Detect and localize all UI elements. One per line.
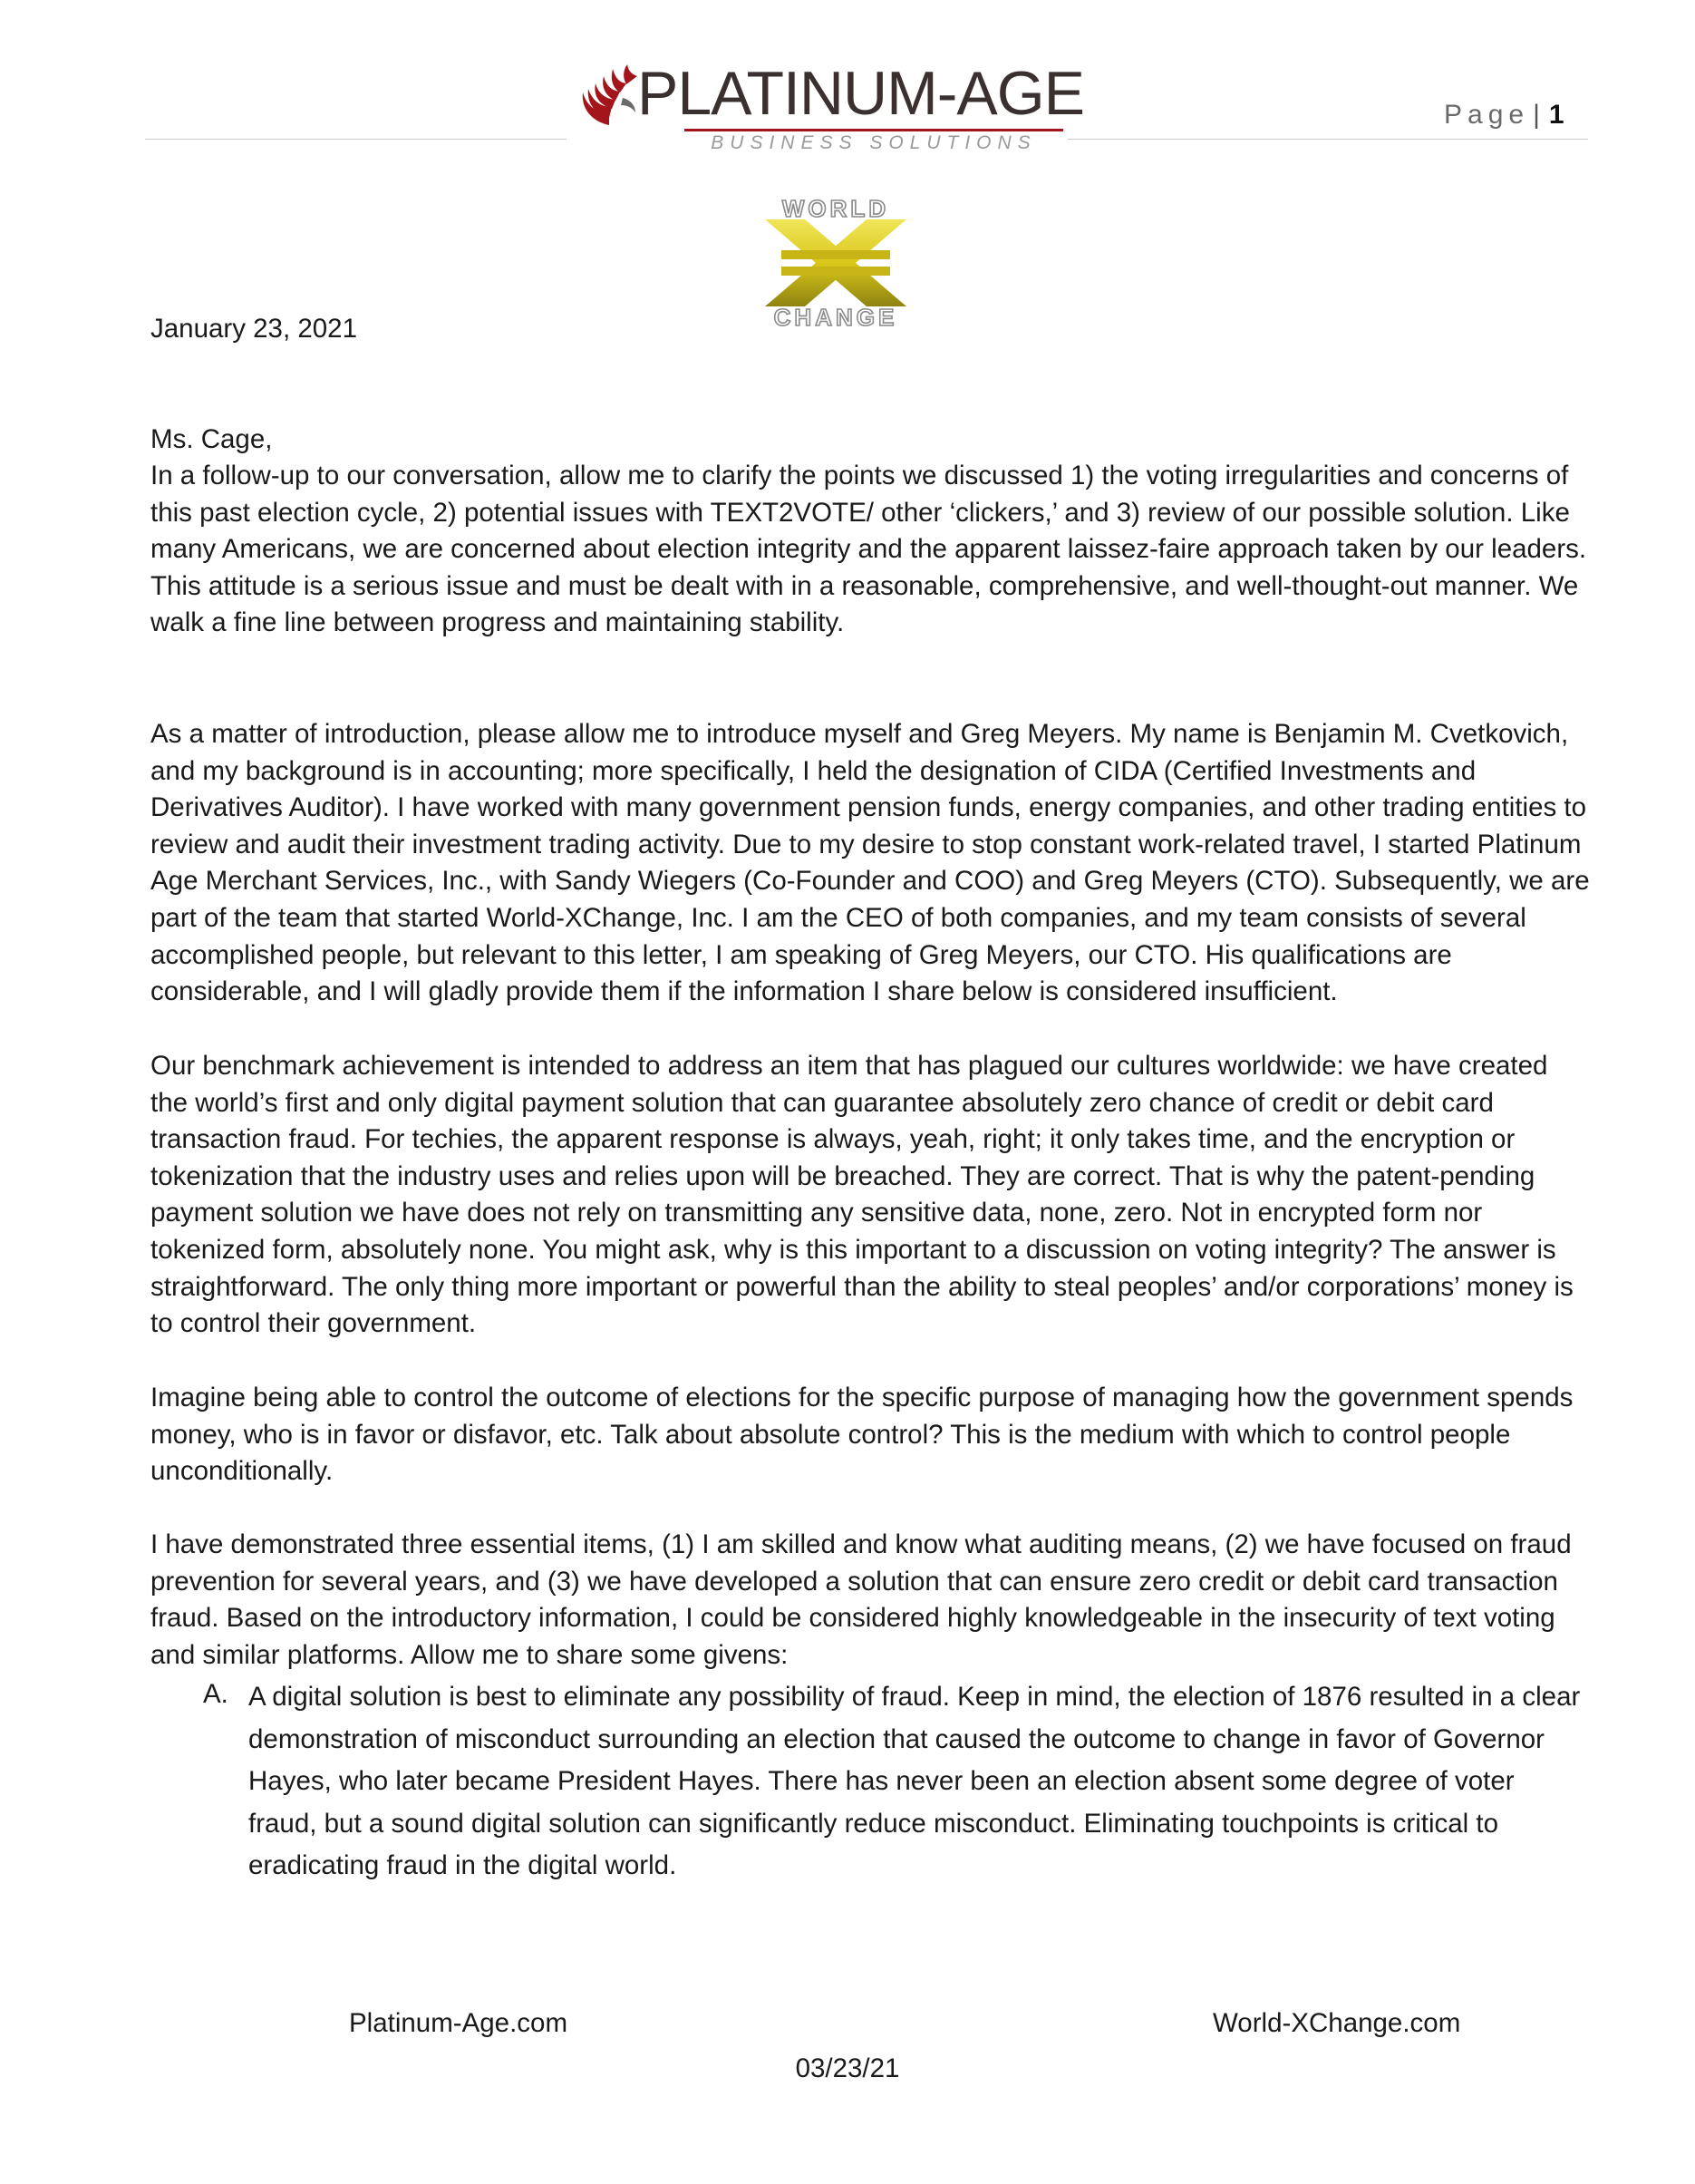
footer-link-world-xchange[interactable]: World-XChange.com [1213,2008,1461,2038]
phoenix-icon [576,62,643,129]
paragraph-1: In a follow-up to our conversation, allow me to clarify the points we discussed 1) the voting irregularities and concerns of this past election cycle, 2) potential issues with TEXT2VOTE/ other ‘clickers,’ and 3) review of our possible solution. Like many Americans, we are concerned about election integrity and the apparent laissez-faire approach taken by our leaders. This attitude is a serious issue and must be dealt with in a reasonable, comprehensive, and well-thought-out manner. We walk a fine line between progress and maintaining stability. [150,461,1587,638]
world-xchange-logo [745,196,926,332]
header-rule-left [145,139,567,140]
logo-word-world: WORLD [781,195,890,222]
platinum-age-logo [567,56,1085,153]
list-marker: A. [203,1679,228,1709]
paragraph-5: I have demonstrated three essential items, (1) I am skilled and know what auditing means, (2) we have focused on fraud prevention for several years, and (3) we have developed a solution that can ensure zero credit or debit card transaction fraud. Based on the introductory information, I could be considered highly knowledgeable in the insecurity of text voting and similar platforms. Allow me to share some givens: [150,1529,1572,1670]
footer-date: 03/23/21 [795,2053,900,2083]
page-label: Page [1444,100,1530,130]
company-name: PLATINUM-AGE [637,59,1085,128]
header-rule-right [1068,139,1588,140]
paragraph-4: Imagine being able to control the outcome of elections for the specific purpose of managing how the government spends money, who is in favor or disfavor, etc. Talk about absolute control? This is the medium with which to control people unconditionally. [150,1383,1574,1487]
paragraph-2: As a matter of introduction, please allow me to introduce myself and Greg Meyers. My name is Benjamin M. Cvetkovich, and my background is in accounting; more specifically, I held the designation of CIDA (Certified Investments and Derivatives Auditor). I have worked with many government pension funds, energy companies, and other trading entities to review and audit their investment trading activity. Due to my desire to stop constant work-related travel, I started Platinum Age Merchant Services, Inc., with Sandy Wiegers (Co-Founder and COO) and Greg Meyers (CTO). Subsequently, we are part of the team that started World-XChange, Inc. I am the CEO of both companies, and my team consists of several accomplished people, but relevant to this letter, I am speaking of Greg Meyers, our CTO. His qualifications are considerable, and I will gladly provide them if the information I share below is considered insufficient. [150,719,1590,1007]
company-tagline: BUSINESS SOLUTIONS [711,132,1037,153]
page-number-label: Page | 1 [1444,100,1564,130]
salutation: Ms. Cage, [150,424,273,454]
letter-date: January 23, 2021 [150,314,357,344]
list-item-text: A digital solution is best to eliminate any possibility of fraud. Keep in mind, the election of 1876 resulted in a clear demonstration of misconduct surrounding an election that caused the outcome to change in favor of Governor Hayes, who later became President Hayes. There has never been an election absent some degree of voter fraud, but a sound digital solution can significantly reduce misconduct. Eliminating touchpoints is critical to eradicating fraud in the digital world. [248,1682,1581,1880]
page-number: 1 [1548,100,1564,130]
logo-underline [684,129,1063,131]
x-logo-icon [758,219,914,306]
footer-link-platinum-age[interactable]: Platinum-Age.com [349,2008,568,2038]
logo-word-change: CHANGE [773,304,898,331]
paragraph-3: Our benchmark achievement is intended to address an item that has plagued our cultures worldwide: we have created the world’s first and only digital payment solution that can guarantee absolutely zero chance of credit or debit card transaction fraud. For techies, the apparent response is always, yeah, right; it only takes time, and the encryption or tokenization that the industry uses and relies upon will be breached. They are correct. That is why the patent-pending payment solution we have does not rely on transmitting any sensitive data, none, zero. Not in encrypted form nor tokenized form, absolutely none. You might ask, why is this important to a discussion on voting integrity? The answer is straightforward. The only thing more important or powerful than the ability to steal peoples’ and/or corporations’ money is to control their government. [150,1051,1574,1339]
